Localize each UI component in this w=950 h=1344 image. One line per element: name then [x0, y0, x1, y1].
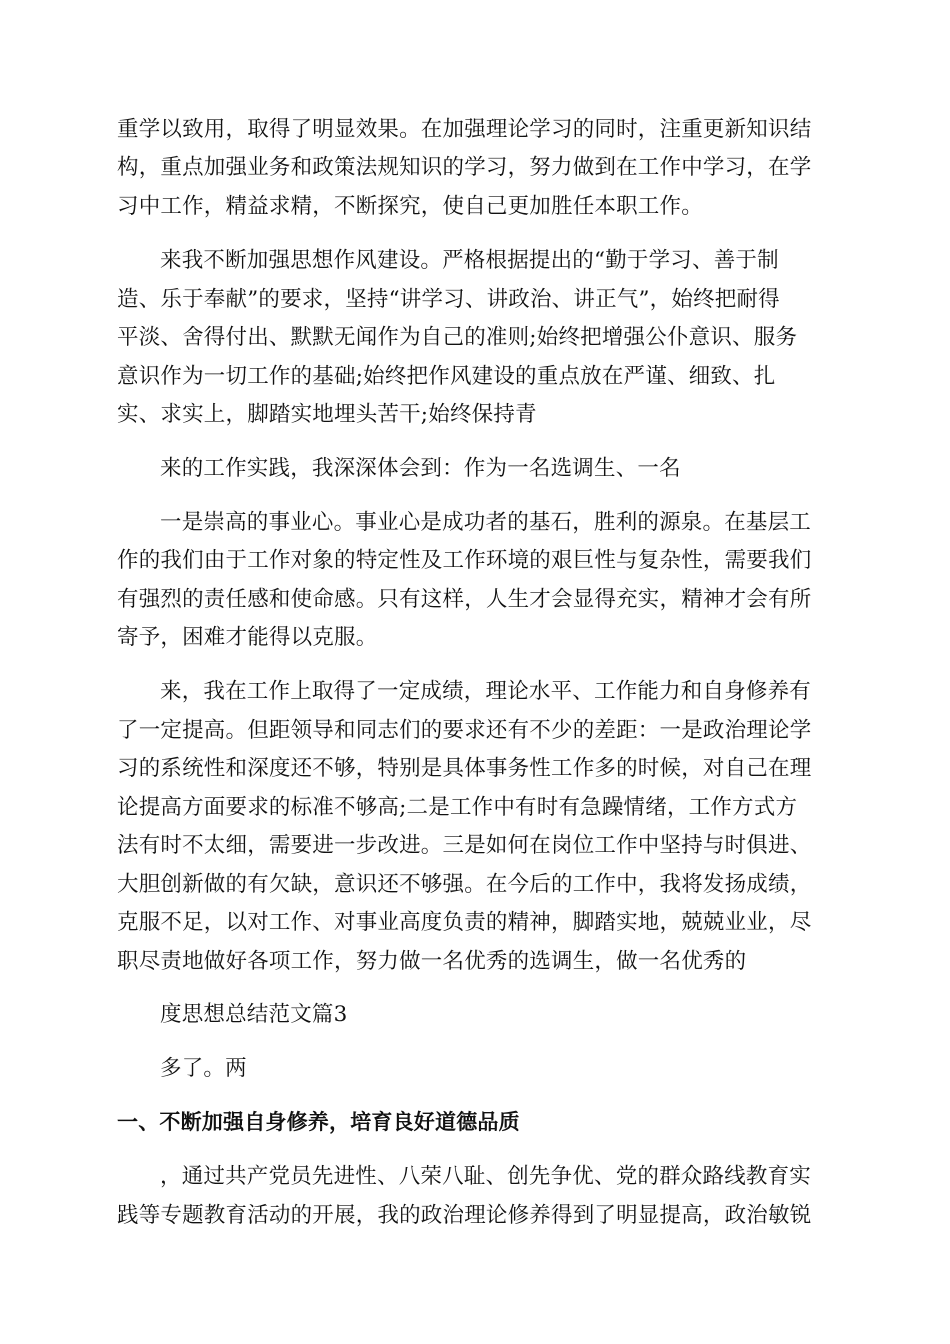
text-line: 论提高方面要求的标准不够高;二是工作中有时有急躁情绪，工作方式方: [117, 795, 798, 820]
text-line: 来我不断加强思想作风建设。严格根据提出的“勤于学习、善于制: [160, 248, 779, 273]
text-line: 作的我们由于工作对象的特定性及工作环境的艰巨性与复杂性，需要我们: [117, 548, 812, 573]
text-line: 实、求实上，脚踏实地埋头苦干;始终保持青: [117, 402, 537, 427]
text-line: 了一定提高。但距领导和同志们的要求还有不少的差距：一是政治理论学: [117, 718, 812, 743]
text-line: 寄予，困难才能得以克服。: [117, 625, 378, 650]
text-line: 平淡、舍得付出、默默无闻作为自己的准则;始终把增强公仆意识、服务: [117, 325, 798, 350]
text-line: 习的系统性和深度还不够，特别是具体事务性工作多的时候，对自己在理: [117, 756, 812, 781]
section-heading: 一、不断加强自身修养，培育良好道德品质: [117, 1110, 520, 1134]
text-line: 克服不足，以对工作、对事业高度负责的精神，脚踏实地，兢兢业业，尽: [117, 910, 812, 935]
text-line: 职尽责地做好各项工作，努力做一名优秀的选调生，做一名优秀的: [117, 949, 747, 974]
text-line: ，通过共产党员先进性、八荣八耻、创先争优、党的群众路线教育实: [160, 1164, 812, 1189]
text-line: 来的工作实践，我深深体会到：作为一名选调生、一名: [160, 456, 681, 481]
section-title: 度思想总结范文篇3: [160, 1002, 348, 1027]
text-line: 来，我在工作上取得了一定成绩，理论水平、工作能力和自身修养有: [160, 679, 812, 704]
text-line: 多了。两: [160, 1056, 247, 1081]
text-line: 一是崇高的事业心。事业心是成功者的基石，胜利的源泉。在基层工: [160, 510, 812, 535]
text-line: 重学以致用，取得了明显效果。在加强理论学习的同时，注重更新知识结: [117, 117, 812, 142]
text-line: 造、乐于奉献”的要求，坚持“讲学习、讲政治、讲正气”，始终把耐得: [117, 287, 780, 312]
text-line: 意识作为一切工作的基础;始终把作风建设的重点放在严谨、细致、扎: [117, 364, 776, 389]
text-line: 大胆创新做的有欠缺，意识还不够强。在今后的工作中，我将发扬成绩，: [117, 872, 812, 897]
text-line: 践等专题教育活动的开展，我的政治理论修养得到了明显提高，政治敏锐: [117, 1203, 812, 1228]
text-line: 构，重点加强业务和政策法规知识的学习，努力做到在工作中学习，在学: [117, 155, 812, 180]
text-line: 习中工作，精益求精，不断探究，使自己更加胜任本职工作。: [117, 194, 703, 219]
text-line: 有强烈的责任感和使命感。只有这样，人生才会显得充实，精神才会有所: [117, 587, 812, 612]
text-line: 法有时不太细，需要进一步改进。三是如何在岗位工作中坚持与时俱进、: [117, 833, 812, 858]
